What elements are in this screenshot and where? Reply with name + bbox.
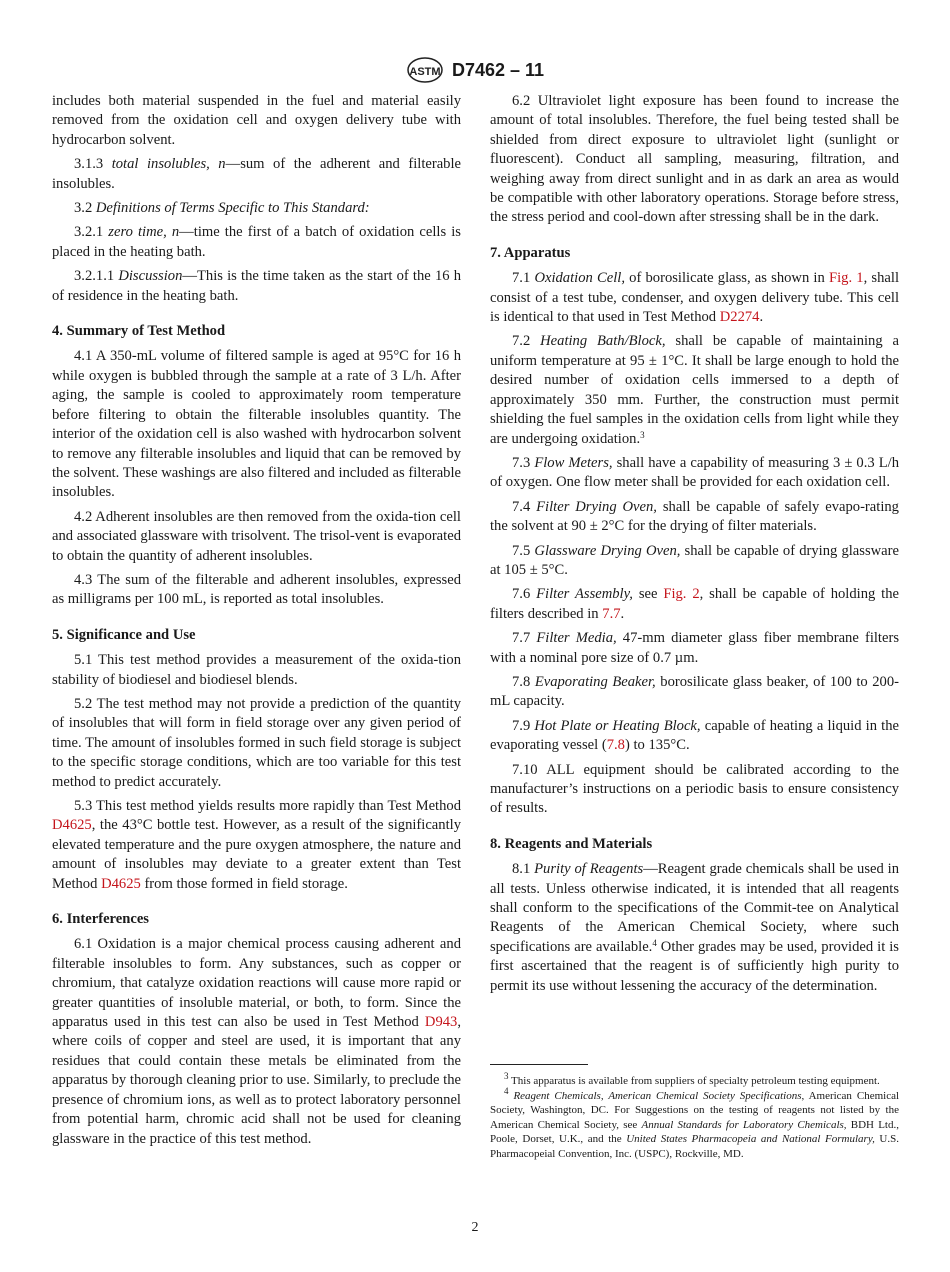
text-run: 5.2 The test method may not provide a prediction of the quantity of insolubles that will form in field storage over any given period of time. The amount of insolubles formed in such field storage is subject to the specific storage conditions, which are too variable for this test method to predict accurately. — [52, 695, 461, 790]
footnote — [490, 1071, 899, 1089]
footnotes — [490, 1071, 900, 1162]
paragraph — [490, 498, 899, 537]
text-run: —This is the time taken as the start of the 16 h of residence in the heating bath. — [52, 268, 462, 304]
italic-term: Annual Standards for Laboratory Chemicals, — [641, 1118, 847, 1131]
text-run: 5. Significance and Use — [52, 626, 196, 643]
text-run: 3.2.1 — [74, 224, 109, 241]
paragraph — [52, 571, 461, 610]
text-run: . — [620, 605, 625, 622]
text-run: 7.10 ALL equipment should be calibrated according to the manufacturer’s instructions on a periodic basis to ensure consistency of results. — [490, 761, 899, 817]
text-run: , shall consist of a test tube, condenser, and oxygen delivery tube. This cell is identical to that used in Test Method — [490, 270, 899, 326]
text-run: —time the first of a batch of oxidation cells is placed in the heating bath. — [52, 224, 461, 260]
paragraph — [52, 508, 461, 566]
text-run: shall be capable of safely evapo-rating the solvent at 90 ± 2°C for the drying of filter materials. — [490, 498, 899, 535]
text-run: , where coils of copper and steel are used, it is important that any residues that could contain these metals be eliminated from the apparatus by thorough cleaning prior to use. Similarly, to preclude the presence of chromium ions, as well as to protect laboratory personnel from potential harm, chromic acid shall not be used for cleaning glassware in the practice of this test method. — [52, 1014, 461, 1147]
text-run: This apparatus is available from suppliers of specialty petroleum testing equipment. — [508, 1075, 880, 1087]
text-run: 5.3 This test method yields results more rapidly than Test Method — [74, 798, 461, 814]
astm-logo-icon — [406, 56, 444, 84]
paragraph — [52, 155, 461, 194]
footnote — [490, 1085, 900, 1162]
paragraph — [52, 223, 461, 262]
text-run: 6. Interferences — [52, 911, 149, 928]
text-run: 7.5 — [512, 542, 535, 559]
text-run: 3.1.3 — [74, 156, 112, 173]
section-heading — [52, 322, 461, 341]
text-run: ) to 135°C. — [624, 737, 690, 754]
left-column — [52, 92, 461, 1154]
text-run: Other grades may be used, provided it is first ascertained that the reagent is of sufficiently high purity to permit its use without lessening the accuracy of the determination. — [490, 938, 899, 994]
text-run: —Reagent grade chemicals shall be used in all tests. Unless otherwise indicated, it is intended that all reagents shall conform to the specifications of the Commit-tee on Analytical Reagents of the American Chemical Society, where such specifications are available. — [490, 861, 900, 955]
paragraph — [490, 673, 899, 712]
paragraph — [490, 542, 899, 581]
text-run: 7.7 — [512, 630, 537, 647]
right-column — [490, 92, 899, 1001]
footnote-divider — [490, 1064, 588, 1065]
svg-text:ASTM: ASTM — [409, 66, 441, 78]
italic-term: Definitions of Terms Specific to This Standard: — [95, 200, 370, 217]
text-run: 7.1 — [512, 270, 535, 287]
text-run: 3.2 — [74, 200, 96, 217]
text-run: 3.2.1.1 — [74, 268, 119, 285]
italic-term: Hot Plate or Heating Block, — [534, 717, 701, 734]
paragraph — [490, 717, 899, 756]
text-run: 7.6 — [512, 586, 537, 603]
italic-term: Filter Drying Oven, — [536, 498, 657, 515]
text-run: see — [632, 586, 664, 603]
reference-link[interactable]: 7.7 — [602, 605, 621, 622]
section-heading — [490, 835, 899, 854]
italic-term: Discussion — [118, 268, 183, 285]
paragraph — [490, 761, 899, 819]
text-run: 4. Summary of Test Method — [52, 323, 226, 340]
footnote-marker[interactable]: 3 — [504, 1071, 509, 1081]
reference-link[interactable]: D4625 — [101, 875, 141, 892]
paragraph — [490, 92, 899, 228]
italic-term: total insolubles, n — [111, 156, 226, 173]
italic-term: Filter Media, — [536, 630, 617, 647]
paragraph — [490, 585, 899, 624]
paragraph — [52, 797, 461, 894]
italic-term: Heating Bath/Block, — [540, 333, 666, 350]
italic-term: Glassware Drying Oven, — [534, 542, 681, 559]
italic-term: Flow Meters, — [534, 454, 613, 471]
text-run: 7.8 — [512, 673, 535, 690]
section-heading — [52, 910, 461, 929]
text-run: 6.1 Oxidation is a major chemical process causing adherent and filterable insolubles to form. Any substances, such as copper or chromium, that catalyze oxidation reactions will cause more rapid or greater quantities of insoluble material, or both, to form. Since the apparatus used in this test can also be used in Test Method — [52, 936, 461, 1031]
paragraph — [490, 269, 899, 327]
page-header — [0, 56, 950, 84]
text-run: , American Chemical Society, Washington, DC. For Suggestions on the testing of reagents not listed by the American Chemical Society, see — [490, 1089, 900, 1131]
text-run: . — [759, 309, 764, 326]
text-run: 5.1 This test method provides a measurement of the oxida-tion stability of biodiesel and biodiesel blends. — [52, 652, 461, 688]
text-run: 4.1 A 350-mL volume of filtered sample is aged at 95°C for 16 h while oxygen is bubbled through the sample at a rate of 3 L/h. After aging, the sample is cooled to approximately room temperature before filtering to obtain the filterable insolubles quantity. The interior of the oxidation cell is also washed with hydrocarbon solvent to remove any filterable insolubles and liquid that can be removed by the solvent. These washings are also filtered and included as filterable insolubles. — [52, 348, 461, 501]
reference-link[interactable]: Fig. 1 — [828, 270, 864, 287]
text-run: 4.2 Adherent insolubles are then removed from the oxida-tion cell and associated glassware with trisolvent. The trisol-vent is evaporated to obtain the quantity of adherent insolubles. — [52, 508, 461, 564]
text-run: 8.1 — [512, 861, 535, 878]
reference-link[interactable]: D943 — [424, 1014, 458, 1031]
text-run: —sum of the adherent and filterable insolubles. — [52, 156, 462, 192]
text-run: 7. Apparatus — [490, 244, 571, 261]
paragraph — [490, 332, 899, 448]
text-run: 7.9 — [512, 717, 535, 734]
text-run: 7.2 — [512, 333, 541, 350]
paragraph — [52, 651, 461, 690]
italic-term: Evaporating Beaker, — [534, 673, 656, 690]
italic-term: Filter Assembly, — [536, 586, 633, 603]
paragraph — [490, 454, 899, 493]
page-number: 2 — [471, 1220, 479, 1235]
italic-term: Purity of Reagents — [534, 861, 644, 878]
paragraph — [52, 695, 461, 792]
text-run: , shall be capable of holding the filters described in — [490, 586, 900, 622]
paragraph — [52, 347, 461, 502]
text-run: , the 43°C bottle test. However, as a result of the significantly elevated temperature and the pure oxygen atmosphere, the nature and amount of insolubles may deviate to a greater extent than Test Method — [52, 817, 461, 892]
section-heading — [52, 626, 461, 645]
italic-term: Oxidation Cell, — [534, 270, 625, 287]
paragraph — [52, 92, 461, 150]
footnote-marker[interactable]: 4 — [652, 937, 657, 948]
reference-link[interactable]: D2274 — [719, 309, 760, 326]
paragraph — [52, 199, 461, 218]
text-run: U.S. Pharmacopeial Convention, Inc. (USPC), Rockville, MD. — [490, 1133, 899, 1160]
text-run: shall be capable of maintaining a uniform temperature at 95 ± 1°C. It shall be large enough to hold the desired number of oxidation cells immersed to a depth of approximately 350 mm. Further, the construction must permit shielding the fuel samples in the oxidation cells from light while they are undergoing oxidation. — [490, 333, 900, 447]
footnote-marker[interactable]: 3 — [640, 429, 645, 440]
text-run: 47-mm diameter glass fiber membrane filters with a nominal pore size of 0.7 µm. — [490, 630, 899, 666]
paragraph — [52, 935, 461, 1148]
reference-link[interactable]: 7.8 — [606, 737, 625, 754]
section-heading — [490, 244, 899, 263]
reference-link[interactable]: Fig. 2 — [663, 586, 700, 603]
text-run: 7.3 — [512, 454, 535, 471]
italic-term: Reagent Chemicals, American Chemical Society Specifications — [513, 1089, 802, 1102]
text-run: capable of heating a liquid in the evaporating vessel ( — [490, 717, 900, 754]
paragraph — [52, 267, 461, 306]
text-run: 6.2 Ultraviolet light exposure has been found to increase the amount of total insolubles. Therefore, the fuel being tested shall be shielded from direct exposure to ultraviolet light (sunlight or fluorescent). Conduct all sampling, measuring, filtration, and weighing away from direct sunlight and in as dark an area as would be compatible with other laboratory operations. Storage before stress, the stress period and cool-down after stressing shall be in the dark. — [490, 93, 899, 226]
text-run: 4.3 The sum of the filterable and adherent insolubles, expressed as milligrams per 100 mL, is reported as total insolubles. — [52, 571, 461, 608]
document-designation: D7462 – 11 — [451, 59, 545, 80]
italic-term: United States Pharmacopeia and National Formulary, — [626, 1133, 875, 1146]
paragraph — [490, 860, 899, 996]
text-run: BDH Ltd., Poole, Dorset, U.K., and the — [490, 1118, 899, 1146]
text-run: shall be capable of drying glassware at 105 ± 5°C. — [490, 542, 899, 578]
text-run: includes both material suspended in the fuel and material easily removed from the oxidation cell and oxygen delivery tube with hydrocarbon solvent. — [52, 93, 461, 148]
text-run: 7.4 — [512, 498, 537, 515]
text-run: borosilicate glass beaker, of 100 to 200-mL capacity. — [490, 673, 900, 710]
text-run: shall have a capability of measuring 3 ± 0.3 L/h of oxygen. One flow meter shall be provided for each oxidation cell. — [490, 454, 899, 491]
text-run: of borosilicate glass, as shown in — [624, 270, 829, 287]
reference-link[interactable]: D4625 — [52, 817, 92, 834]
italic-term: zero time, n — [108, 224, 180, 241]
text-run: 8. Reagents and Materials — [490, 835, 653, 852]
text-run: from those formed in field storage. — [140, 875, 348, 892]
paragraph — [490, 629, 899, 668]
footnote-marker[interactable]: 4 — [504, 1085, 509, 1096]
